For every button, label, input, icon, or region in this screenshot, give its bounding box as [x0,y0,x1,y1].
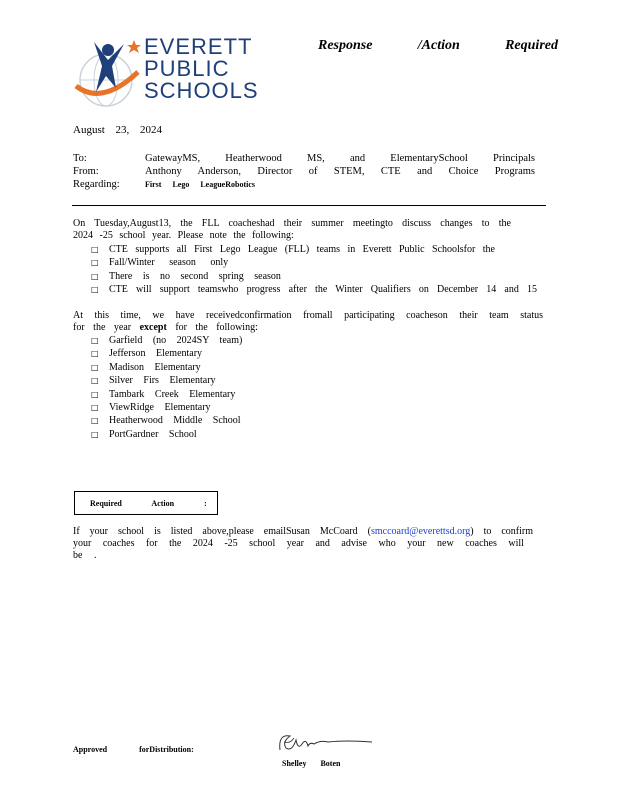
logo-wordmark [144,34,259,103]
action-line [73,526,533,538]
required-action-box [74,491,218,515]
status-line [73,322,543,334]
regarding-value: First Lego LeagueRobotics [145,180,255,189]
regarding-label: Regarding: [73,179,120,190]
action-line: your coaches for the 2024 -25 school year and advise who your new coaches will be . [73,538,524,561]
divider [72,205,546,206]
list-item: □ Heatherwood Middle School [73,414,373,427]
to-label: To: [73,153,87,164]
title-word: Response [318,38,373,53]
title-word: Required [505,38,558,53]
status-text: for the following: [175,322,258,333]
status-emphasis: except [139,322,167,333]
logo-line: PUBLIC [144,56,230,81]
intro-line: 2024 -25 school year. Please note the following: [73,230,294,241]
list-item: □ Tambark Creek Elementary [73,388,373,401]
list-item: □ Madison Elementary [73,361,373,374]
list-item: □ PortGardner School [73,428,373,441]
memo-date: August 23, 2024 [73,124,163,136]
signer-name: Shelley Boten [282,759,341,768]
list-item: □ CTE supports all First Lego League (FLL) teams in Everett Public Schoolsfor the [73,243,495,256]
status-line: At this time, we have receivedconfirmation fromall participating coacheson their team status [73,310,543,321]
list-item: □ There is no second spring season [73,270,537,283]
from-row [73,165,535,178]
approval-label: Approved forDistribution: [73,745,194,754]
action-text: ) to confirm [470,526,534,537]
required-action-label: Required Action : [90,498,207,508]
email-link[interactable]: smccoard@everettsd.org [370,526,471,537]
regarding-row [73,178,535,191]
list-item: □ Jefferson Elementary [73,347,373,360]
to-value: GatewayMS, Heatherwood MS, and ElementarySchool Principals [145,153,535,164]
notes-list [73,243,537,297]
status-paragraph [73,310,543,334]
list-item: □ Silver Firs Elementary [73,374,373,387]
memo-header [73,152,535,191]
action-paragraph [73,526,533,562]
action-text: If your school is listed above,please emailSusan McCoard ( [73,526,371,537]
logo-figure-icon [72,36,142,112]
intro-paragraph [73,218,511,242]
from-label: From: [73,166,99,177]
list-item: □ Garfield (no 2024SY team) [73,334,373,347]
page-title [318,38,558,54]
from-value: Anthony Anderson, Director of STEM, CTE and Choice Programs [145,166,535,177]
intro-line: On Tuesday,August13, the FLL coacheshad their summer meetingto discuss changes to the [73,218,511,229]
logo-line: EVERETT [144,34,253,59]
signature-image [276,728,376,756]
to-row [73,152,535,165]
list-item: □ CTE will support teamswho progress after the Winter Qualifiers on December 14 and 15 [73,283,537,296]
district-logo [72,34,259,112]
logo-line: SCHOOLS [144,78,259,103]
schools-list [73,334,373,441]
status-text: for the year [73,322,132,333]
list-item: □ ViewRidge Elementary [73,401,373,414]
title-word: /Action [417,38,460,53]
list-item-continuation: □ Fall/Winter season only [73,256,537,269]
